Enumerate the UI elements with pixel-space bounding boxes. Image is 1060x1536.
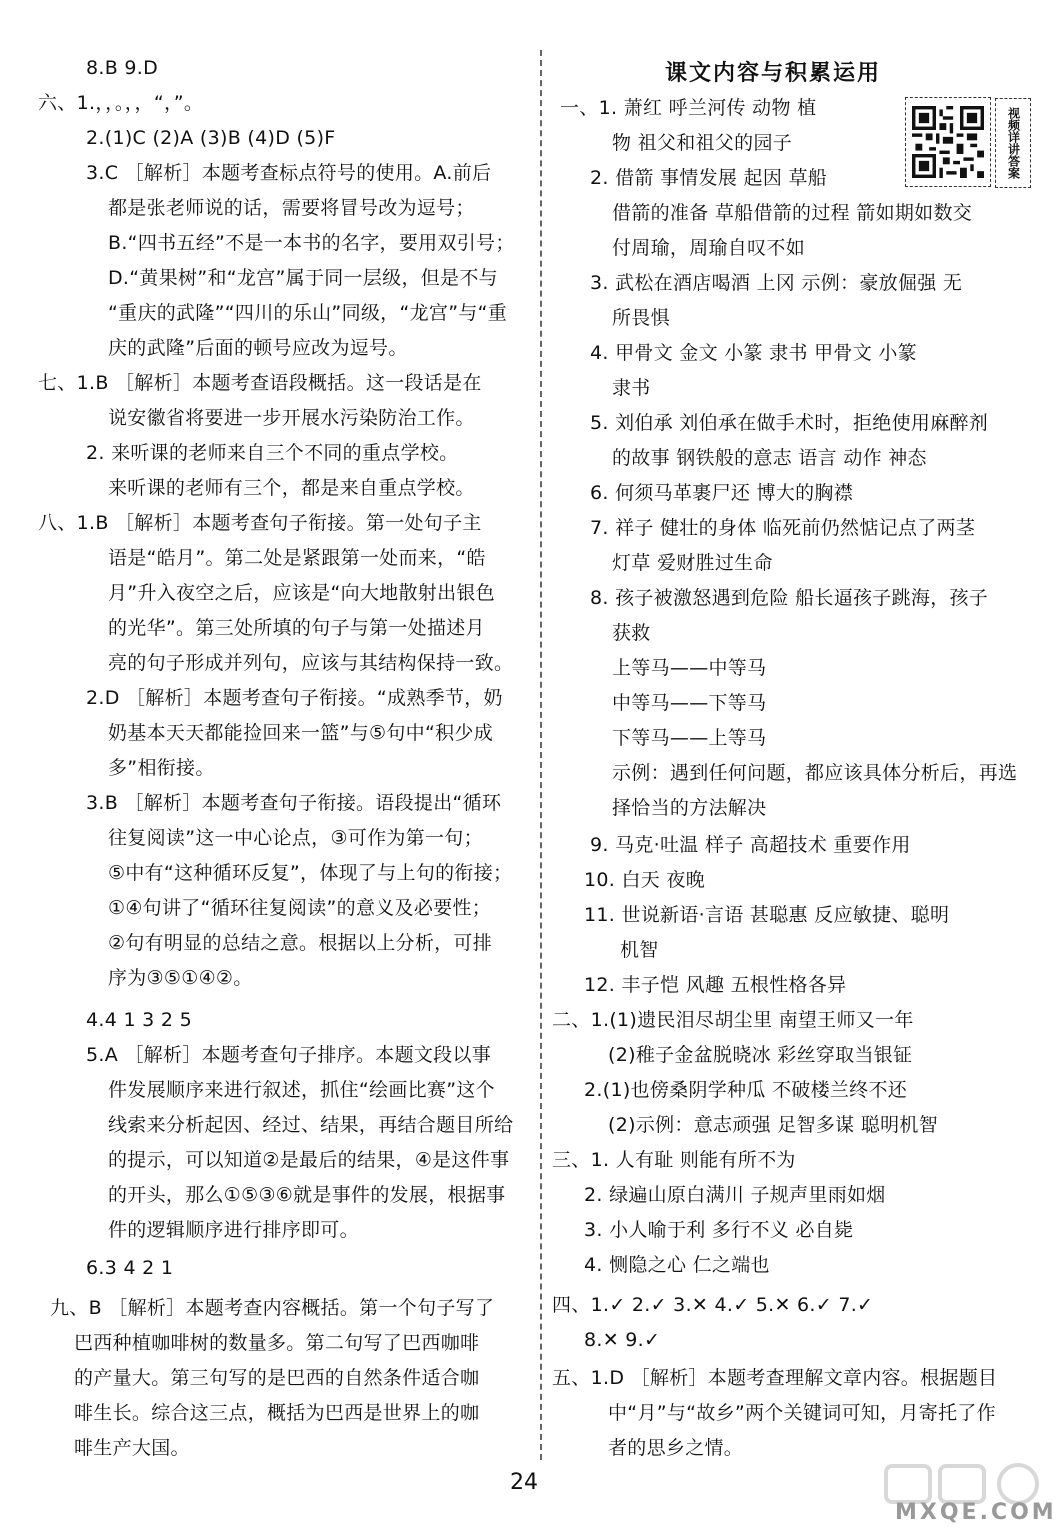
column-divider: [540, 50, 542, 1460]
answer-line: (2)示例：意志顽强 足智多谋 聪明机智: [608, 1114, 938, 1136]
answer-line: 8.B 9.D: [86, 57, 159, 79]
section-heading-5: 五、1.D ［解析］本题考查理解文章内容。根据题目: [552, 1367, 998, 1389]
qr-code-icon[interactable]: [905, 97, 991, 187]
section-heading-6: 六、1.，，。，，“，”。: [38, 92, 204, 114]
answer-line: 2. 来听课的老师来自三个不同的重点学校。: [86, 442, 459, 464]
answer-line: 巴西种植咖啡树的数量多。第二句写了巴西咖啡: [74, 1332, 480, 1354]
answer-line: 所畏惧: [612, 307, 670, 329]
answer-line: 多”相衔接。: [108, 757, 215, 779]
answer-line: B.“四书五经”不是一本书的名字，要用双引号；: [108, 232, 515, 254]
answer-line: 9. 马克·吐温 样子 高超技术 重要作用: [590, 834, 911, 856]
answer-line: 2.D ［解析］本题考查句子衔接。“成熟季节，奶: [86, 687, 503, 709]
answer-line: 的产量大。第三句写的是巴西的自然条件适合咖: [74, 1367, 480, 1389]
answer-line: 借箭的准备 草船借箭的过程 箭如期如数交: [612, 202, 973, 224]
answer-line: 3.B ［解析］本题考查句子衔接。语段提出“循环: [86, 792, 502, 814]
answer-line: 付周瑜，周瑜自叹不如: [612, 237, 806, 259]
answer-line: 灯草 爱财胜过生命: [612, 552, 773, 574]
section-title: 课文内容与积累运用: [665, 61, 882, 86]
answer-line: 往复阅读”这一中心论点，③可作为第一句；: [108, 827, 483, 849]
answer-line: 2.(1)也傍桑阴学种瓜 不破楼兰终不还: [584, 1079, 908, 1101]
answer-line: D.“黄果树”和“龙宫”属于同一层级，但是不与: [108, 267, 498, 289]
answer-line: 3. 小人喻于利 多行不义 必自毙: [584, 1219, 854, 1241]
answer-line: (2)稚子金盆脱晓冰 彩丝穿取当银钲: [608, 1044, 913, 1066]
section-heading-3: 三、1. 人有耻 则能有所不为: [552, 1149, 796, 1171]
answer-line: 序为③⑤①④②。: [108, 967, 253, 989]
answer-line: 庆的武隆”后面的顿号应改为逗号。: [108, 337, 408, 359]
answer-line: 说安徽省将要进一步开展水污染防治工作。: [108, 407, 475, 429]
answer-line: 择恰当的方法解决: [612, 797, 767, 819]
answer-line: 4. 甲骨文 金文 小篆 隶书 甲骨文 小篆: [590, 342, 917, 364]
answer-line: 件的逻辑顺序进行排序即可。: [108, 1219, 359, 1241]
qr-pattern-icon: [912, 104, 984, 180]
answer-line: 3. 武松在酒店喝酒 上冈 示例：豪放倔强 无: [590, 272, 963, 294]
answer-line: 2.(1)C (2)A (3)B (4)D (5)F: [86, 127, 336, 149]
answer-line: 隶书: [612, 377, 651, 399]
answer-line: 件发展顺序来进行叙述，抓住“绘画比赛”这个: [108, 1079, 495, 1101]
answer-line: 啡生长。综合这三点，概括为巴西是世界上的咖: [74, 1402, 480, 1424]
answer-line: 的提示，可以知道②是最后的结果，④是这件事: [108, 1149, 510, 1171]
answer-line: 8. 孩子被激怒遇到危险 船长逼孩子跳海，孩子: [590, 587, 989, 609]
answer-line: 下等马——上等马: [612, 727, 767, 749]
answer-line: 10. 白天 夜晚: [584, 869, 705, 891]
answer-line: 亮的句子形成并列句，应该与其结构保持一致。: [108, 652, 514, 674]
answer-line: 3.C ［解析］本题考查标点符号的使用。A.前后: [86, 162, 492, 184]
section-heading-7: 七、1.B ［解析］本题考查语段概括。这一段话是在: [38, 372, 482, 394]
section-heading-9: 九、B ［解析］本题考查内容概括。第一个句子写了: [50, 1297, 495, 1319]
answer-line: 物 祖父和祖父的园子: [612, 132, 793, 154]
answer-line: 12. 丰子恺 风趣 五根性格各异: [584, 974, 847, 996]
page-number: 24: [510, 1470, 538, 1495]
section-heading-8: 八、1.B ［解析］本题考查句子衔接。第一处句子主: [38, 512, 482, 534]
answer-line: 来听课的老师有三个，都是来自重点学校。: [108, 477, 475, 499]
answer-line: 都是张老师说的话，需要将冒号改为逗号；: [108, 197, 475, 219]
section-heading-2: 二、1.(1)遗民泪尽胡尘里 南望王师又一年: [552, 1009, 914, 1031]
answer-line: 4.4 1 3 2 5: [86, 1009, 193, 1031]
answer-line: 中“月”与“故乡”两个关键词可知，月寄托了作: [608, 1402, 996, 1424]
answer-line: 5.A ［解析］本题考查句子排序。本题文段以事: [86, 1044, 492, 1066]
answer-line: 的故事 钢铁般的意志 语言 动作 神态: [612, 447, 927, 469]
answer-line: ①④句讲了“循环往复阅读”的意义及必要性；: [108, 897, 492, 919]
answer-line: 示例：遇到任何问题，都应该具体分析后，再选: [612, 762, 1018, 784]
qr-caption: 视频详讲答案: [995, 98, 1031, 188]
answer-line: 4. 恻隐之心 仁之端也: [584, 1254, 770, 1276]
answer-line: 中等马——下等马: [612, 692, 767, 714]
answer-line: 月”升入夜空之后，应该是“向大地散射出银色: [108, 582, 495, 604]
section-heading-4: 四、1.✓ 2.✓ 3.✕ 4.✓ 5.✕ 6.✓ 7.✓: [552, 1294, 874, 1316]
answer-line: 2. 借箭 事情发展 起因 草船: [590, 167, 828, 189]
answer-line: 的开头，那么①⑤③⑥就是事件的发展，根据事: [108, 1184, 506, 1206]
answer-line: 6. 何须马革裹尸还 博大的胸襟: [590, 482, 854, 504]
answer-line: 5. 刘伯承 刘伯承在做手术时，拒绝使用麻醉剂: [590, 412, 989, 434]
answer-line: 的光华”。第三处所填的句子与第一处描述月: [108, 617, 485, 639]
answer-line: 线索来分析起因、经过、结果，再结合题目所给: [108, 1114, 514, 1136]
answer-line: 2. 绿遍山原白满川 子规声里雨如烟: [584, 1184, 886, 1206]
answer-line: 获救: [612, 622, 651, 644]
answer-line: 语是“皓月”。第二处是紧跟第一处而来，“皓: [108, 547, 486, 569]
answer-line: 者的思乡之情。: [608, 1437, 744, 1459]
answer-line: 上等马——中等马: [612, 657, 767, 679]
answer-line: 6.3 4 2 1: [86, 1257, 174, 1279]
answer-line: 8.✕ 9.✓: [584, 1329, 661, 1351]
answer-line: 11. 世说新语·言语 甚聪惠 反应敏捷、聪明: [584, 904, 950, 926]
answer-line: ②句有明显的总结之意。根据以上分析，可排: [108, 932, 493, 954]
answer-line: 机智: [620, 939, 659, 961]
answer-line: ⑤中有“这种循环反复”，体现了与上句的衔接；: [108, 862, 513, 884]
answer-line: 奶基本天天都能捡回来一篮”与⑤句中“积少成: [108, 722, 494, 744]
watermark-text: MXQE.COM: [895, 1500, 1057, 1525]
answer-line: “重庆的武隆”“四川的乐山”同级，“龙宫”与“重: [108, 302, 508, 324]
section-heading-1: 一、1. 萧红 呼兰河传 动物 植: [560, 97, 817, 119]
answer-line: 啡生产大国。: [74, 1437, 190, 1459]
answer-line: 7. 祥子 健壮的身体 临死前仍然惦记点了两茎: [590, 517, 976, 539]
